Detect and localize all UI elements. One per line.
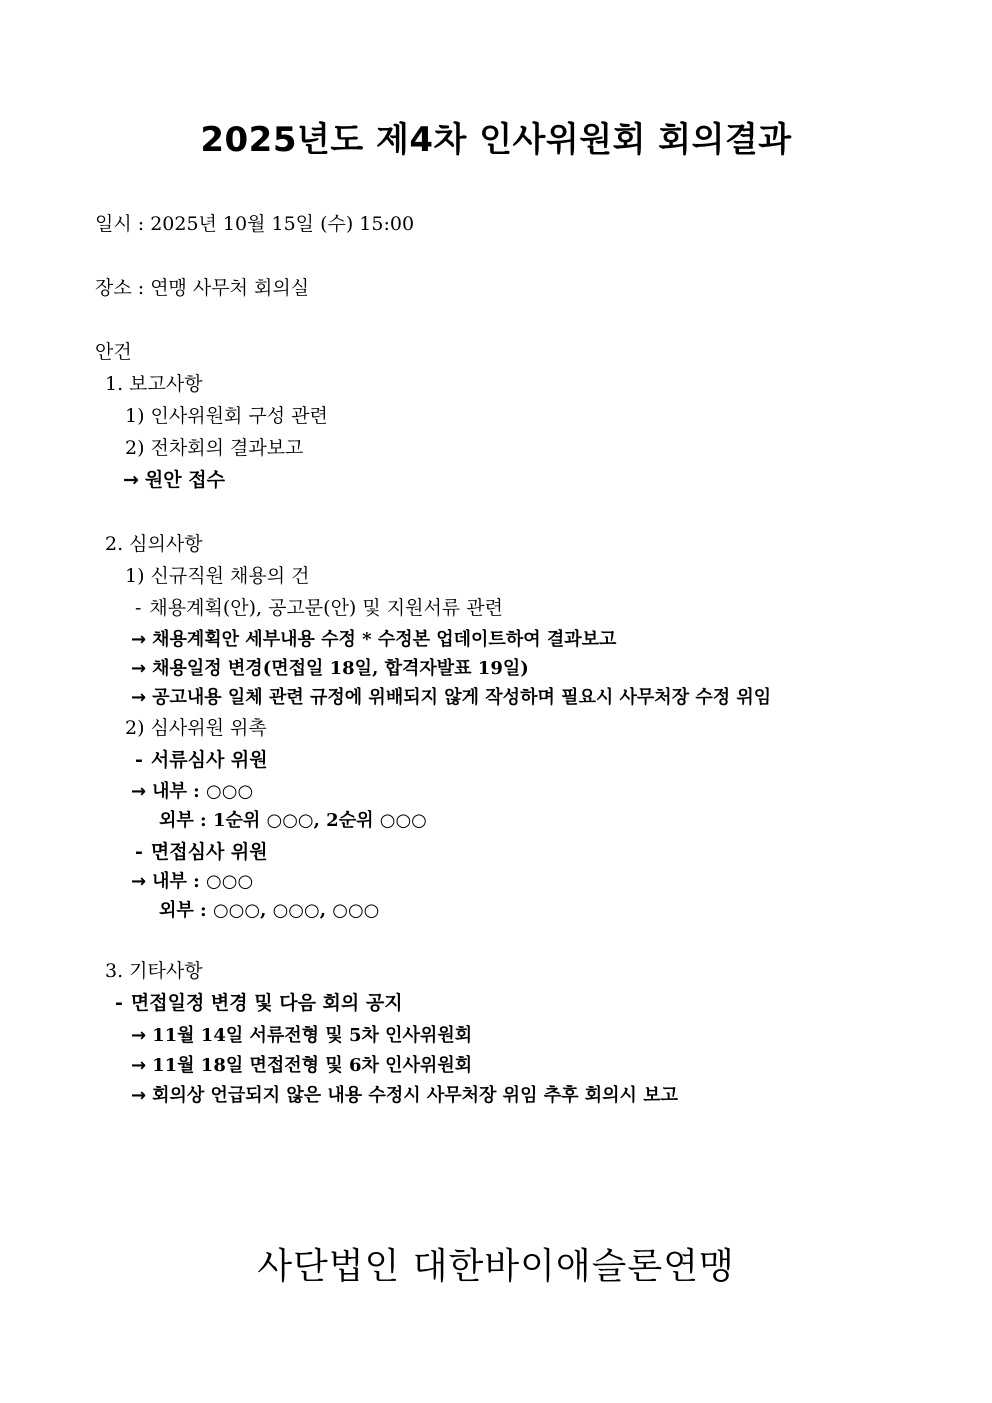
arrow-icon: →	[131, 658, 147, 679]
section1-item2: 2) 전차회의 결과보고	[125, 437, 304, 459]
section3-result3	[131, 1084, 678, 1108]
dash-mark: -	[115, 992, 123, 1014]
organization-name: 사단법인 대한바이애슬론연맹	[257, 1246, 735, 1287]
interview-heading-text: 면접심사 위원	[150, 841, 268, 863]
meeting-place: 장소 : 연맹 사무처 회의실	[95, 277, 310, 299]
interview-internal	[131, 870, 253, 894]
section3-sub-heading	[115, 991, 403, 1015]
section3-result1-text: 11월 14일 서류전형 및 5차 인사위원회	[152, 1025, 473, 1046]
document-title: 2025년도 제4차 인사위원회 회의결과	[200, 120, 792, 160]
section2-item1-result1-text: 채용계획안 세부내용 수정 * 수정본 업데이트하여 결과보고	[152, 629, 617, 650]
doc-review-internal-text: 내부 : ○○○	[152, 781, 254, 802]
arrow-icon: →	[131, 687, 147, 708]
section2-item1-result2	[131, 657, 529, 681]
section1-item1: 1) 인사위원회 구성 관련	[125, 405, 328, 427]
dash-mark: -	[135, 841, 143, 863]
doc-review-internal	[131, 780, 253, 804]
interview-internal-text: 내부 : ○○○	[152, 871, 254, 892]
arrow-icon: →	[131, 629, 147, 650]
arrow-icon: →	[131, 1085, 147, 1106]
arrow-icon: →	[131, 871, 147, 892]
section1-heading: 1. 보고사항	[105, 373, 203, 395]
section2-item1-result3	[131, 686, 771, 710]
arrow-icon: →	[131, 781, 147, 802]
interview-external: 외부 : ○○○, ○○○, ○○○	[159, 900, 380, 921]
section2-item1-result2-text: 채용일정 변경(면접일 18일, 합격자발표 19일)	[152, 658, 529, 679]
dash-mark: -	[135, 597, 142, 619]
section2-item1-result3-text: 공고내용 일체 관련 규정에 위배되지 않게 작성하며 필요시 사무처장 수정 위임	[152, 687, 772, 708]
section3-result2	[131, 1054, 472, 1078]
doc-review-heading-text: 서류심사 위원	[150, 749, 268, 771]
section2-item1-sub	[135, 596, 503, 620]
section1-result-text: 원안 접수	[144, 469, 225, 491]
interview-heading	[135, 840, 268, 864]
agenda-heading: 안건	[95, 341, 132, 363]
section3-sub-heading-text: 면접일정 변경 및 다음 회의 공지	[130, 992, 403, 1014]
doc-review-heading	[135, 748, 268, 772]
arrow-icon: →	[123, 469, 139, 491]
section3-result2-text: 11월 18일 면접전형 및 6차 인사위원회	[152, 1055, 473, 1076]
section3-result3-text: 회의상 언급되지 않은 내용 수정시 사무처장 위임 추후 회의시 보고	[152, 1085, 678, 1106]
section2-item1: 1) 신규직원 채용의 건	[125, 565, 310, 587]
arrow-icon: →	[131, 1025, 147, 1046]
section1-result	[123, 468, 225, 492]
section2-item2: 2) 심사위원 위촉	[125, 717, 267, 739]
arrow-icon: →	[131, 1055, 147, 1076]
section3-heading: 3. 기타사항	[105, 960, 203, 982]
meeting-datetime: 일시 : 2025년 10월 15일 (수) 15:00	[95, 213, 415, 235]
section3-result1	[131, 1024, 472, 1048]
doc-review-external: 외부 : 1순위 ○○○, 2순위 ○○○	[159, 810, 427, 831]
section2-heading: 2. 심의사항	[105, 533, 203, 555]
dash-mark: -	[135, 749, 143, 771]
section2-item1-result1	[131, 628, 616, 652]
section2-item1-sub-text: 채용계획(안), 공고문(안) 및 지원서류 관련	[149, 597, 503, 619]
